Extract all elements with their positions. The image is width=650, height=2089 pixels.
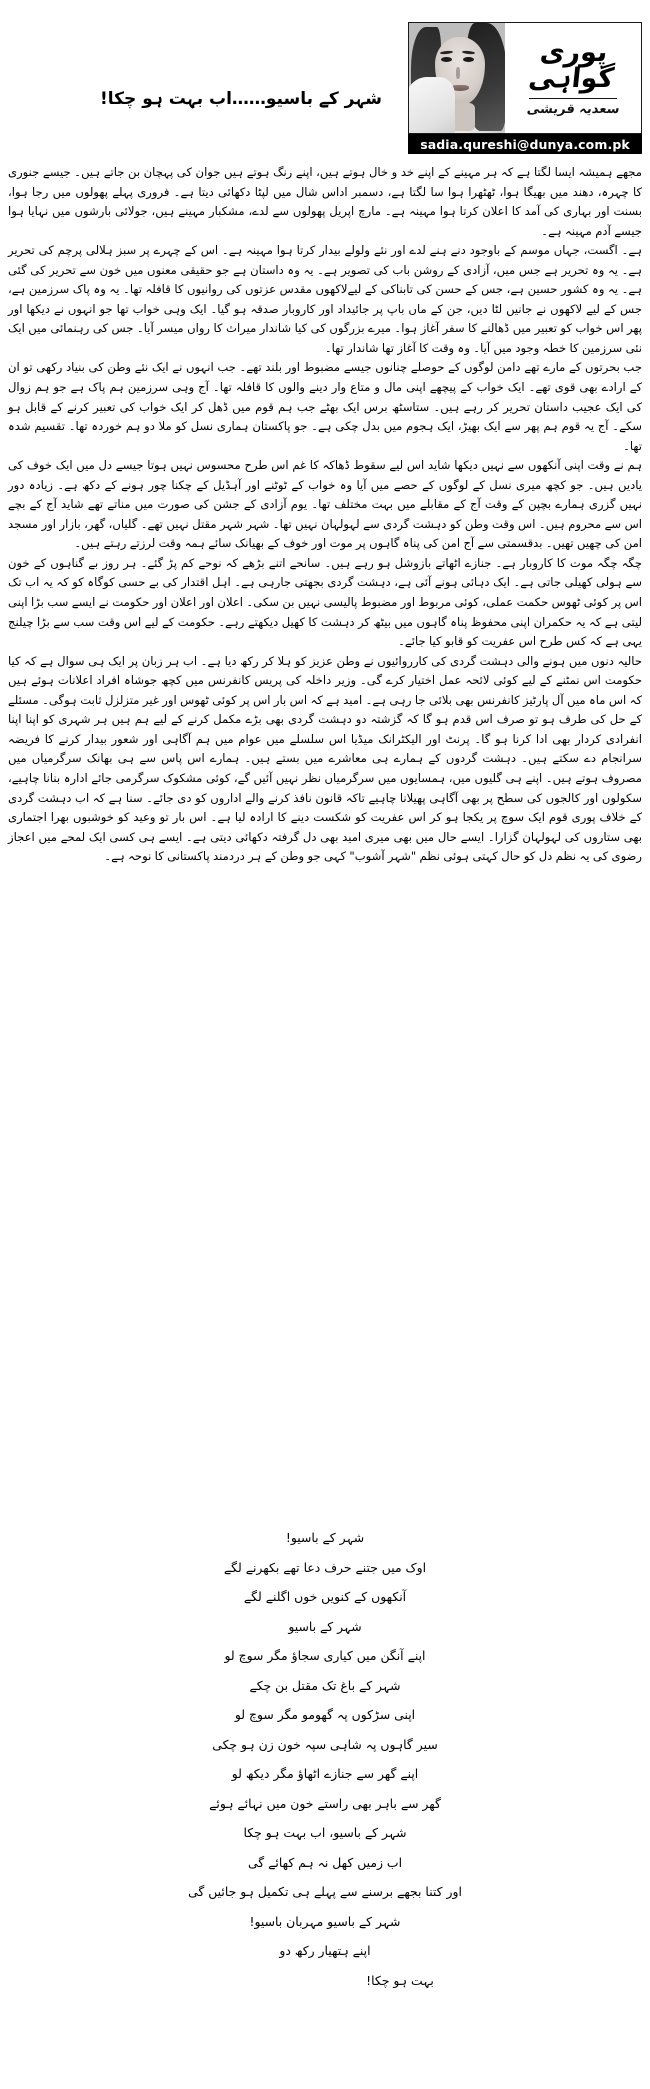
poem-line: شہر کے باسیو، اب بہت ہو چکا: [243, 1825, 407, 1840]
poem-line: شہر کے باسیو!: [285, 1530, 365, 1545]
column-masthead-box: [408, 22, 642, 134]
poem-line: شہر کے باسیو: [288, 1618, 362, 1634]
poem-line: اپنے آنگن میں کیاری سجاؤ مگر سوچ لو: [224, 1648, 426, 1663]
article-paragraph: مجھے ہمیشہ ایسا لگتا ہے کہ ہر مہینے کے اپنے خد و خال ہوتے ہیں، اپنے رنگ ہوتے ہیں جوان کی پہچان بن جاتے ہیں۔ جیسے جنوری کا چہرہ، دھند میں بھیگا ہوا، ٹھٹھرا ہوا سا لگتا ہے، دسمبر اداس شال میں لپٹا دکھائی دیتا ہے۔ فروری پہلے پھولوں میں رجا ہوا، بسنت اور بہاری کی آمد کا اعلان کرتا ہوا مہینہ ہے۔ مارچ اپریل پھولوں سے لدے، مشکبار مہینے ہیں، جولائی بارشوں میں نہایا ہوا جیسے آدم مہینہ ہے۔: [8, 165, 642, 238]
poem-line: گھر سے باہر بھی راستے خون میں نہائے ہوئے: [209, 1795, 441, 1811]
photo-eye-left: [441, 57, 452, 62]
poem-line: اب زمیں کھل نہ ہم کھائے گی: [247, 1854, 403, 1870]
poem-line: اپنی سڑکوں پہ گھومو مگر سوچ لو: [234, 1707, 416, 1722]
poem-line: سیر گاہوں پہ شاہی سپہ خون زن ہو چکی: [212, 1736, 438, 1752]
poem-line: شہر کے باسیو مہربان باسیو!: [249, 1913, 401, 1929]
column-logo-line2: گواہی: [527, 62, 616, 94]
poem-line: بہت ہو چکا!: [366, 1972, 434, 1988]
poem-line: اپنے گھر سے جنازے اٹھاؤ مگر دیکھ لو: [231, 1766, 419, 1781]
logo-divider: [529, 98, 617, 99]
author-photo: [409, 23, 505, 133]
article-paragraph: ہم نے وقت اپنی آنکھوں سے نہیں دیکھا شاید اس لیے سقوط ڈھاکہ کا غم اس طرح محسوس نہیں ہوتا جیسے دل میں ایک خوف کی یادیں ہیں۔ جو کچھ میری نسل کے لوگوں کے حصے میں آیا وہ خواب کے ٹوٹنے اور آہڈیل کے چکنا چور ہونے کے دکھ ہے۔ زیادہ دور نہیں گزری ہمارے بچپن کے وقت آج کے مقابلے میں بہت مختلف تھا۔ یوم آزادی کے جشن کی صورت میں مناتے تھے شاید آج کے بچے اس سے محروم ہیں۔ اس وقت وطن کو دہشت گردی سے لہولہان نہیں تھا۔ شہر شہر مقتل نہیں تھے۔ گلیاں، گھر، بازار اور مسجد امن کی چھیں تھیں۔ بدقسمتی سے آج امن کی پناہ گاہوں پر موت اور خوف کے بھیانک سائے ہمہ وقت لرزتے رہتے ہیں۔: [8, 458, 642, 551]
article-paragraph: چگہ چگہ موت کا کاروبار ہے۔ جنازے اٹھاتے بازوشل ہو رہے ہیں۔ سانحے اتنے بڑھے کہ نوحے کم پڑ گئے۔ ہر روز بے گناہوں کے خون سے ہولی کھیلی جاتی ہے۔ ایک دہائی ہونے آئی ہے، دہشت گردی بجھتی جارہی ہے۔ اہل اقتدار کی بے حسی کوگاہ کو کہ یہ اب تک اس پر کوئی ٹھوس حکمت عملی، کوئی مربوط اور مضبوط پالیسی نہیں بن سکی۔ اعلان اور اعلان اور حکومت نے ایسے سب بڑا اپنی لیتی ہے کہ یہ حکمران اپنی محفوظ پناہ گاہوں میں بیٹھ کر دہشت کا کھیل دیکھتے رہے۔ حکومت کے لیے اس وقت سب سے بڑا چیلنج یہی ہے کہ کس طرح اس عفریت کو قابو کیا جائے۔: [8, 555, 642, 649]
poem-line: اپنے ہتھیار رکھ دو: [279, 1943, 371, 1958]
poem-line: اور کتنا بجھے برسنے سے پہلے ہی تکمیل ہو جائیں گی: [188, 1884, 462, 1899]
poem-line: آنکھوں کے کنویں خوں اگلنے لگے: [243, 1589, 407, 1604]
article-body: [8, 163, 642, 867]
photo-nose: [456, 67, 460, 79]
column-logo: [528, 39, 619, 92]
author-email-bar[interactable]: sadia.qureshi@dunya.com.pk: [408, 134, 642, 154]
photo-headscarf: [409, 77, 455, 133]
column-logo-line1: پوری: [539, 37, 610, 68]
article-paragraph: حالیہ دنوں میں ہونے والی دہشت گردی کی کارروائیوں نے وطن عزیز کو ہلا کر رکھ دیا ہے۔ اب ہر زبان پر ایک ہی سوال ہے کہ کیا حکومت اس نمٹنے کے لیے کوئی لائحہ عمل اختیار کرے گی۔ وزیر داخلہ کی پریس کانفرنس میں کچھ جوشاہ افراد اعلانات ہوئے ہیں کہ اس ماہ میں آل پارٹیز کانفرنس بھی بلائی جا رہی ہے۔ امید ہے کہ اس بار اس پر کوئی ٹھوس اور غیر متزلزل ثابت ہوگی۔ مسئلے کے حل کی طرف ہو تو صرف اس قدم ہو گا کہ گزشتہ دو دہشت گردی بھی بڑے مکمل کرنے کے لیے ہم ہیں ہر شہری کو اپنا اپنا انفرادی کردار بھی ادا کرنا ہو گا۔ پرنٹ اور الیکٹرانک میڈیا اس سلسلے میں عوام میں ہم آگاہی اور شعور بیدار کرنے کا فریضہ سرانجام دے سکتے ہیں۔ دہشت گردوں کے ہمارے ہی معاشرے میں بستے ہیں۔ ہمارے اس پاس سے ہی بھانک سرگرمیاں میں مصروف ہوتے ہیں۔ اپنے ہی گلیوں میں، ہمسایوں میں سرگرمیاں نظر نہیں آئیں گے، کوئی مشکوک سرگرمی جائے ادارہ بنانا چاہیے، سکولوں اور کالجوں کی سطح پر بھی آگاہی پھیلانا چاہیے تاکہ قانون نافذ کرنے والے اداروں کو دی جائے۔ سنا ہے کہ اب دہشت گردی کے خلاف پوری قوم ایک سوچ پر یکجا ہو کر اس عفریت کو شکست دینے کا ارادہ لیا ہے۔ اس بار تو وعید کو خوشبوں بھرا اجتماری بھی ستاروں کی لہولہان گزارا۔ ایسے حال میں بھی میری امید بھی دل گرفتہ دکھائی دیتی ہے۔ ایسے ہی کسی ایک لمحے میں اعجاز رضوی کی یہ نظم دل کو حال کہتی ہوئی نظم "شہر آشوب" کہی جو وطن کے ہر دردمند پاکستانی کا نوحہ ہے۔: [8, 653, 642, 864]
column-branding: [505, 23, 641, 133]
poem-line: شہر کے باغ تک مقتل بن چکے: [249, 1677, 401, 1693]
poem-section: [8, 1523, 642, 1995]
author-name: سعدیہ قریشی: [525, 102, 621, 118]
article-paragraph: جب بحرتوں کے مارے تھے دامن لوگوں کے حوصلے چنانوں جیسے مضبوط اور بلند تھے۔ جب انہوں نے ایک نئے وطن کی بنیاد رکھی تو ان کے ارادے بھی قوی تھے۔ ایک خواب کے پیچھے اپنی مال و متاع وار دینے والوں کا قافلہ تھا۔ آج وہی سرزمین ہم پاک ہے جو ہم زوال کی ایک عجیب داستان تحریر کر رہے ہیں۔ ستاسٹھ برس ایک بھٹے جب ہم قوم میں ڈھل کر ایک خواب کی تعبیر کرنے کے قابل ہو سکے۔ آج یہ قوم ہم پھر سے ایک بھیڑ، ایک ہجوم میں بدل چکی ہے۔ جو پاکستان ہماری نسل کو ملا دو ہم خوردہ تھا۔ تقسیم شدہ تھا۔: [8, 360, 642, 453]
article-paragraph: ہے۔ اگست، جہاں موسم کے باوجود دنے ہنے لدے اور نئے ولولے بیدار کرتا ہوا مہینہ ہے۔ اس کے چہرے پر سبز ہلالی پرچم کی تحریر ہے۔ یہ وہ تحریر ہے جس میں، آزادی کے روشن باب کی تصویر ہے۔ یہ وہ داستان ہے جو حقیقی معنوں میں خون سے تحریر کی گئی ہے۔ یہ وہ کشور حسین ہے، جس کے حسن کی تابناکی کے لیےلاکھوں مقدس عزتوں کی روانیوں کا قافلہ تھا۔ یہ وہ پاک سرزمین ہے، جس کے لیے لاکھوں نے جانیں لٹا دیں، جن کے ماں باپ پر جائیداد اور کاروبار صدقہ ہو گیا۔ ایک وہی خواب تھا جو انہوں نے دیکھا اور پھر اس خواب کو تعبیر میں ڈھالنے کا سفر آغاز ہوا۔ میرے بزرگوں کی کیا شاندار میراث کا رواں میسر آیا۔ جس کی رہنمائی میں ایک نئی سرزمین کا خطہ وجود میں آیا۔ وہ وقت کا آغاز تھا شاندار تھا۔: [8, 243, 642, 355]
photo-eye-right: [463, 57, 474, 62]
poem-line: اوک میں جتنے حرف دعا تھے بکھرنے لگے: [223, 1559, 427, 1575]
article-header: [0, 0, 650, 160]
article-title: شہر کے باسیو……اب بہت ہو چکا!: [100, 89, 382, 109]
